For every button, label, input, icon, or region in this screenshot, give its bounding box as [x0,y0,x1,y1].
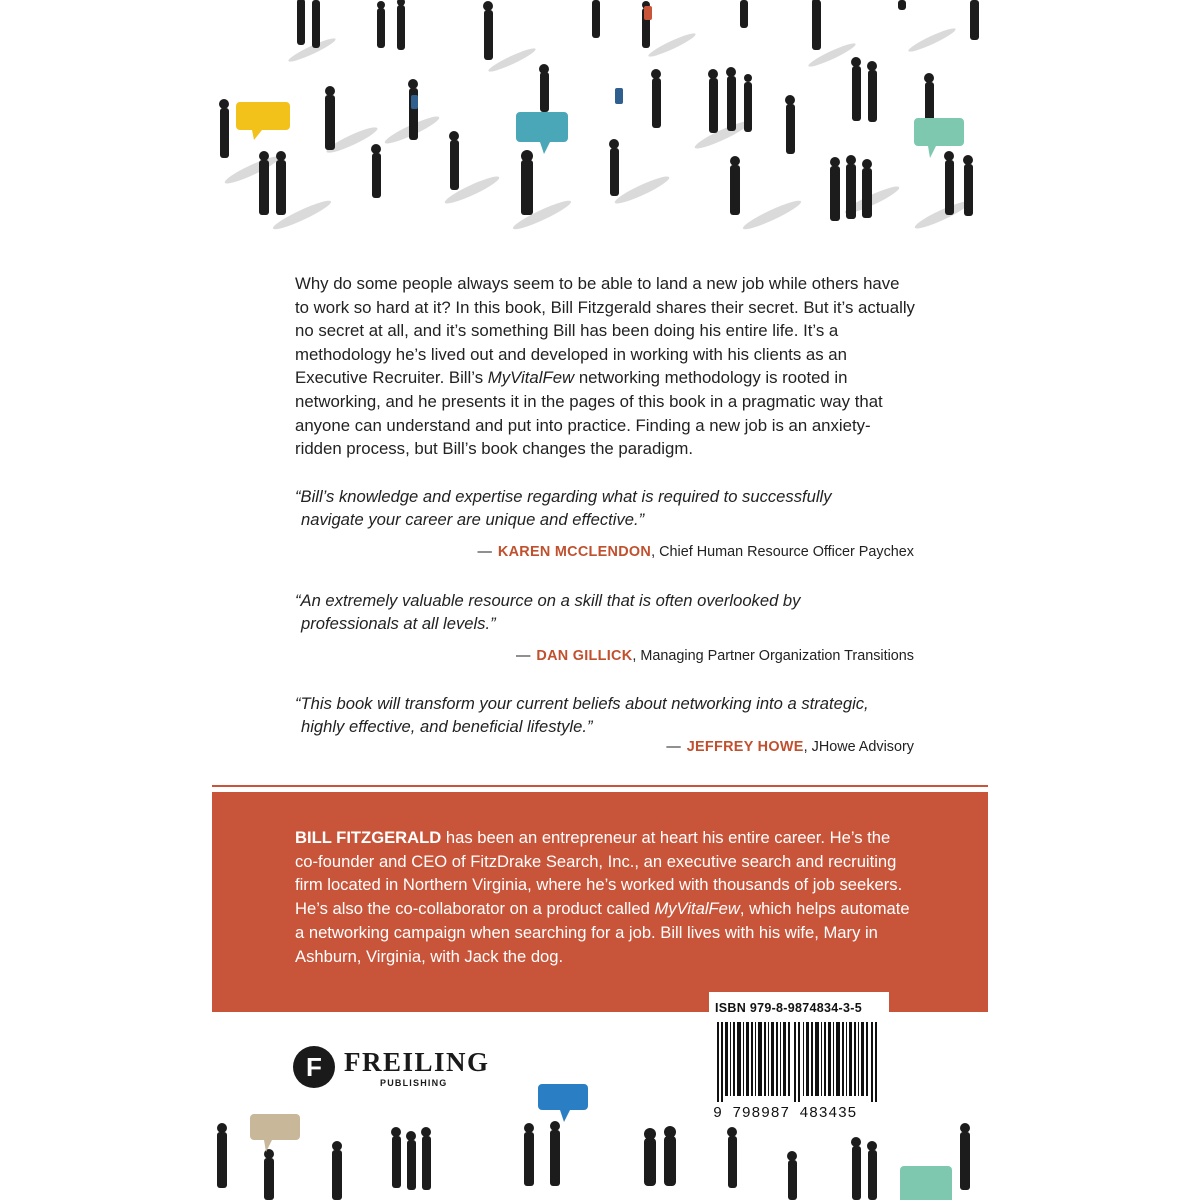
isbn-label: ISBN 979-8-9874834-3-5 [715,1001,862,1015]
publisher-name: FREILING [344,1047,490,1077]
quote-line: navigate your career are unique and effective.” [301,510,645,529]
endorser-name: KAREN MCCLENDON [497,544,652,560]
bio-text-1: has been an entrepreneur at heart his entire career. He’s the co-founder and CEO of FitzDrake Search, Inc., an executive search and recruiting firm located in Northern Virginia, where he’s worked with thousands of job seekers. He’s also the co-collaborator on a product called [295,828,903,919]
publisher-subtitle: PUBLISHING [380,1078,448,1088]
endorsement-attribution-2 [516,648,914,664]
endorsement-quote-1 [295,485,915,531]
speech-bubble-mint [900,1166,952,1200]
speech-bubble-mint [914,118,964,158]
book-back-cover [212,0,988,1200]
product-name: MyVitalFew [487,368,575,388]
endorsement-quote-2 [295,589,915,635]
endorser-role: , Chief Human Resource Officer Paychex [651,544,914,560]
quote-line: highly effective, and beneficial lifestyle.” [301,717,593,736]
attribution-dash: — [516,648,531,664]
speech-bubble-yellow [236,102,290,140]
endorser-role: , JHowe Advisory [803,739,914,755]
publisher-mark-letter: F [306,1052,322,1082]
description-text-2: networking methodology is rooted in networking, and he presents it in the pages of this book in a pragmatic way that anyone can understand and put into practice. Finding a new job is an anxiety-ridden process, but Bill’s book changes the paradigm. [295,368,883,459]
crowd-illustration-top [212,0,988,250]
endorser-role: , Managing Partner Organization Transitions [632,648,914,664]
author-bio [295,826,915,968]
endorsement-quote-3 [295,692,915,738]
speech-bubble-teal [516,112,568,154]
endorsement-attribution-3 [666,739,914,755]
quote-line: “An extremely valuable resource on a skill that is often overlooked by [295,591,801,610]
author-bio-band [212,792,988,1012]
quote-line: “This book will transform your current beliefs about networking into a strategic, [295,694,869,713]
endorsement-attribution-1 [478,544,914,560]
endorser-name: JEFFREY HOWE [686,739,804,755]
crowd-illustration-bottom [212,1080,988,1200]
description-text-1: Why do some people always seem to be able to land a new job while others have to work so hard at it? In this book, Bill Fitzgerald shares their secret. But it’s actually no secret at all, and it’s something Bill has been doing his entire life. It’s a methodology he’s lived out and developed in working with his clients as an Executive Recruiter. Bill’s [295,274,915,388]
bio-text-2: , which helps automate a networking campaign when searching for a job. Bill lives with his wife, Mary in Ashburn, Virginia, with Jack the dog. [295,899,910,966]
product-name: MyVitalFew [654,899,740,919]
quote-line: “Bill’s knowledge and expertise regarding what is required to successfully [295,487,832,506]
attribution-dash: — [666,739,681,755]
divider-line [212,785,988,787]
author-name: BILL FITZGERALD [295,828,442,847]
quote-line: professionals at all levels.” [301,614,496,633]
speech-bubble-tan [250,1114,300,1152]
attribution-dash: — [477,544,492,560]
speech-bubble-blue [538,1084,588,1122]
isbn-digits: 9 798987 483435 [713,1105,858,1122]
book-description [295,272,915,461]
endorser-name: DAN GILLICK [536,648,633,664]
